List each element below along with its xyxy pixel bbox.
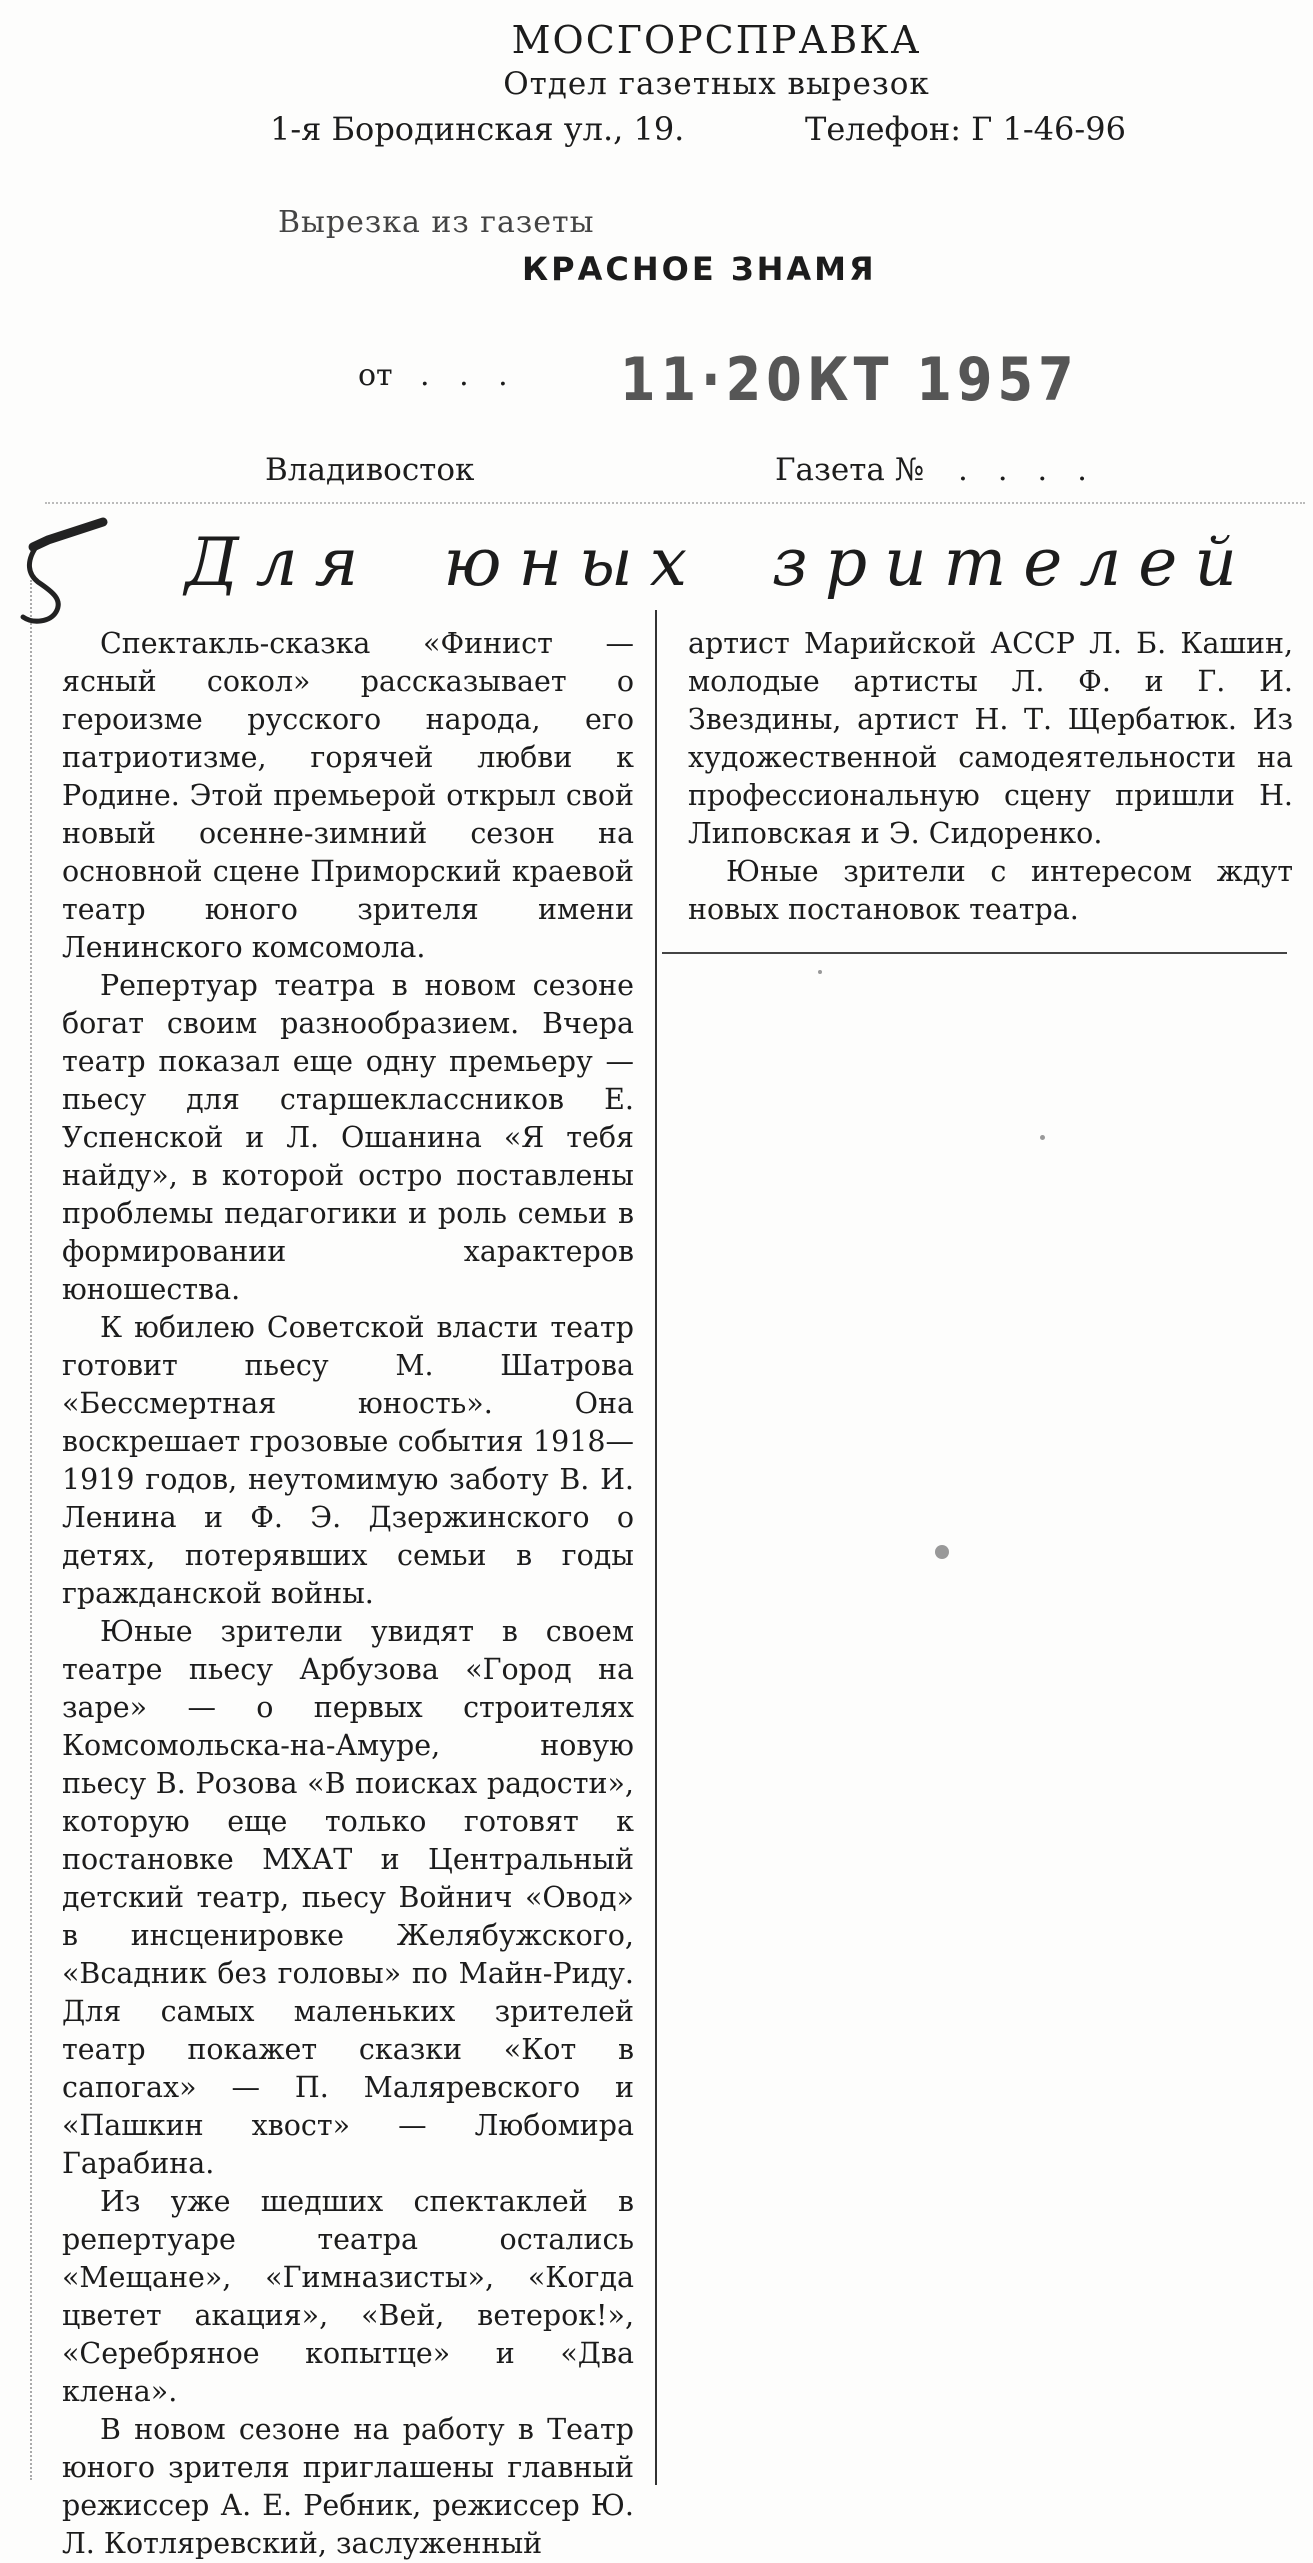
paragraph: артист Марийской АССР Л. Б. Кашин, молодые артисты Л. Ф. и Г. И. Звездины, артист Н. Т. Щербатюк. Из художественной самодеятельности на профессиональную сцену пришли Н. Липовская и Э. Сидоренко. (688, 627, 1293, 850)
paragraph: Юные зрители увидят в своем театре пьесу Арбузова «Город на заре» — о первых строителях Комсомольска-на-Амуре, новую пьесу В. Розова «В поисках радости», которую еще только готовят к постановке МХАТ и Центральный детский театр, пьесу Войнич «Овод» в инсценировке Желябужского, «Всадник без головы» по Майн-Риду. Для самых маленьких зрителей театр покажет сказки «Кот в сапогах» — П. Маляревского и «Пашкин хвост» — Любомира Гарабина. (62, 1615, 634, 2180)
clipping-left-edge (30, 580, 32, 2480)
handwritten-number-mark (8, 512, 118, 632)
newspaper-name: КРАСНОЕ ЗНАМЯ (522, 250, 877, 288)
city-name: Владивосток (265, 452, 475, 488)
column-rule (655, 610, 657, 2485)
paper-speck (1040, 1135, 1045, 1140)
agency-address: 1-я Бородинская ул., 19. (270, 110, 685, 148)
date-label: от (358, 358, 393, 393)
paragraph: Репертуар театра в новом сезоне богат своим разнообразием. Вчера театр показал еще одну премьеру — пьесу для старшеклассников Е. Успенской и Л. Ошанина «Я тебя найду», в которой остро поставлены проблемы педагогики и роль семьи в формировании характеров юношества. (62, 969, 634, 1306)
gazeta-number-label: Газета № (775, 452, 925, 488)
article-headline: Для юных зрителей (185, 524, 1254, 601)
date-stamp: 11·20КТ 1957 (620, 345, 1079, 415)
article-column-left (62, 625, 634, 2563)
paragraph: Юные зрители с интересом ждут новых постановок театра. (688, 855, 1293, 926)
clipping-top-edge (45, 502, 1305, 504)
agency-name: МОСГОРСПРАВКА (511, 18, 922, 62)
paper-speck (818, 970, 822, 974)
gazeta-number-dots: . . . . (958, 452, 1097, 488)
clipping-label: Вырезка из газеты (278, 205, 595, 240)
article-column-right (688, 625, 1293, 929)
paper-speck (935, 1545, 949, 1559)
paragraph: К юбилею Советской власти театр готовит пьесу М. Шатрова «Бессмертная юность». Она воскрешает грозовые события 1918—1919 годов, неутомимую заботу В. И. Ленина и Ф. Э. Дзержинского о детях, потерявших семьи в годы гражданской войны. (62, 1311, 634, 1610)
agency-phone: Телефон: Г 1-46-96 (805, 110, 1126, 148)
column-end-edge (662, 952, 1287, 954)
paragraph: Спектакль-сказка «Финист — ясный сокол» рассказывает о героизме русского народа, его патриотизме, горячей любви к Родине. Этой премьерой открыл свой новый осенне-зимний сезон на основной сцене Приморский краевой театр юного зрителя имени Ленинского комсомола. (62, 627, 634, 964)
date-dots: . . . (420, 358, 518, 393)
department-name: Отдел газетных вырезок (503, 66, 930, 102)
paragraph: В новом сезоне на работу в Театр юного зрителя приглашены главный режиссер А. Е. Ребник, режиссер Ю. Л. Котляревский, заслуженный (62, 2413, 634, 2560)
paragraph: Из уже шедших спектаклей в репертуаре театра остались «Мещане», «Гимназисты», «Когда цветет акация», «Вей, ветерок!», «Серебряное копытце» и «Два клена». (62, 2185, 634, 2408)
